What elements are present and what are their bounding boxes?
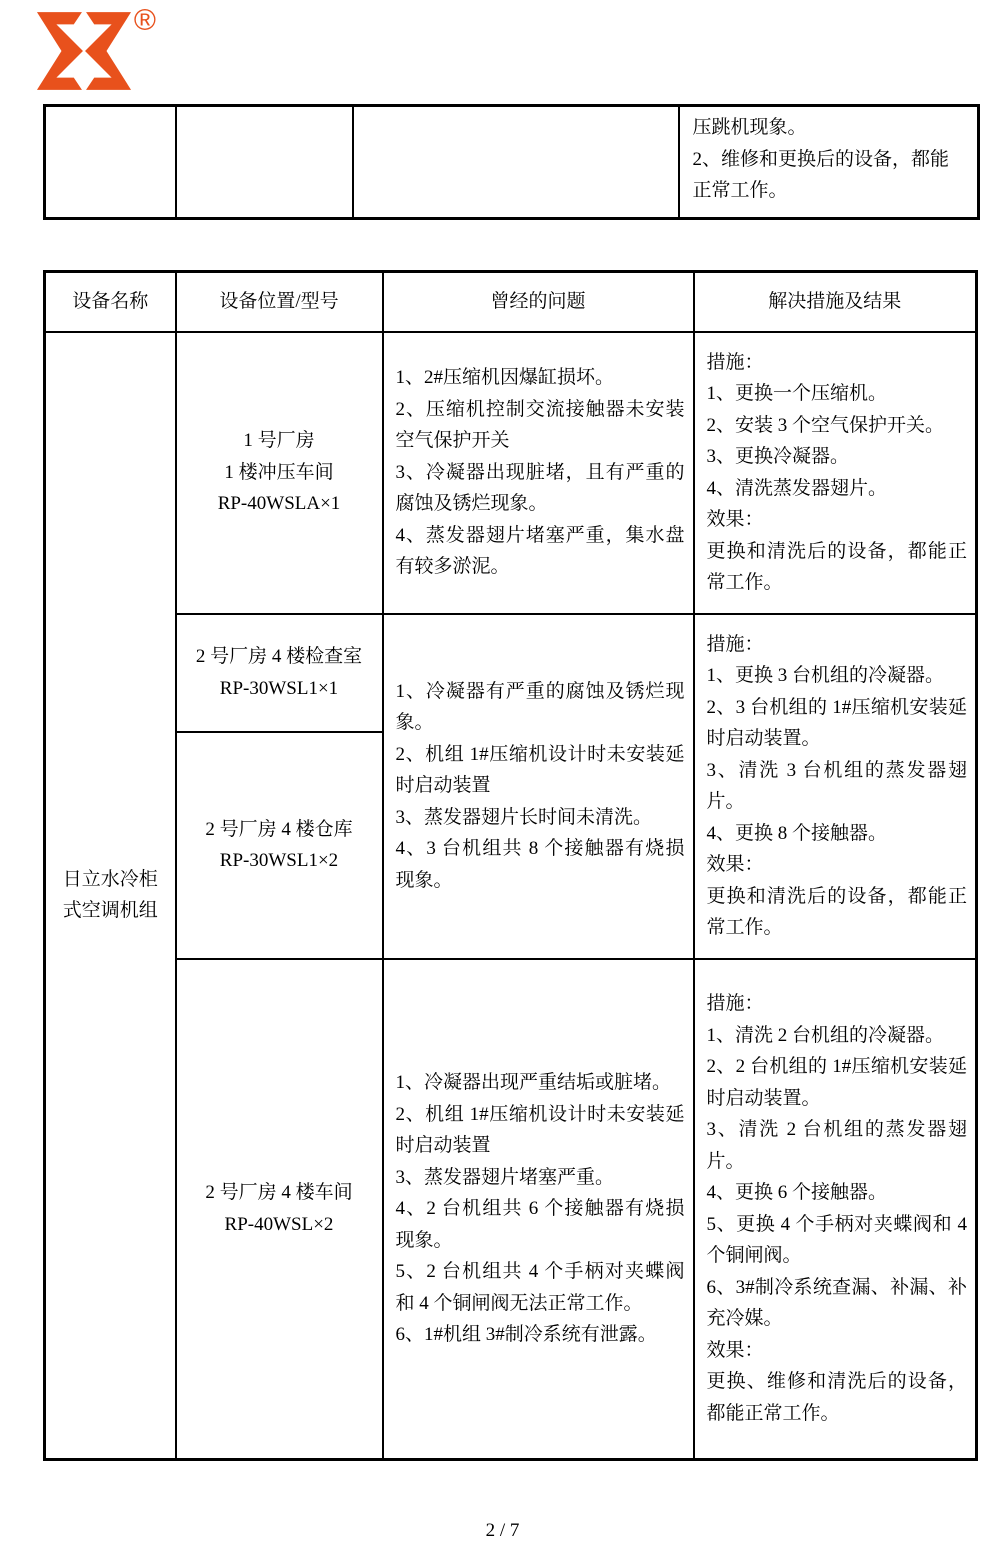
problem-item: 6、1#机组 3#制冷系统有泄露。 — [395, 1324, 657, 1345]
company-logo — [28, 6, 158, 98]
location-line: RP-40WSLA×1 — [217, 493, 341, 515]
problem-item: 1、冷凝器有严重的腐蚀及锈烂现象。 — [395, 680, 685, 734]
measure-item: 4、更换 8 个接触器。 — [706, 822, 888, 844]
measure-item: 6、3#制冷系统查漏、补漏、补充冷媒。 — [706, 1276, 967, 1330]
measures-label: 措施： — [706, 351, 764, 373]
problem-item: 2、机组 1#压缩机设计时未安装延时启动装置 — [395, 1103, 685, 1156]
table-row — [45, 959, 977, 1460]
table-row — [45, 614, 977, 732]
carryover-table — [43, 104, 980, 220]
measure-item: 5、更换 4 个手柄对夹蝶阀和 4 个铜闸阀。 — [706, 1213, 967, 1267]
location-cell — [176, 332, 383, 614]
solutions-cell — [694, 332, 977, 614]
device-name-line: 式空调机组 — [62, 900, 158, 922]
problems-cell — [383, 332, 694, 614]
location-line: 1 楼冲压车间 — [224, 461, 334, 483]
effect-label: 效果： — [706, 509, 764, 530]
header-location-model: 设备位置/型号 — [176, 272, 383, 332]
location-cell — [176, 614, 383, 732]
registered-trademark-icon: ® — [133, 4, 156, 37]
measure-item: 1、清洗 2 台机组的冷凝器。 — [706, 1024, 945, 1046]
table-header-row — [45, 272, 977, 332]
measure-item: 2、安装 3 个空气保护开关。 — [706, 414, 945, 436]
problem-item: 3、冷凝器出现脏堵，且有严重的腐蚀及锈烂现象。 — [395, 461, 685, 515]
measures-label: 措施： — [706, 633, 764, 655]
location-line: 2 号厂房 4 楼仓库 — [205, 818, 353, 840]
effect-label: 效果： — [706, 854, 764, 875]
measure-item: 4、清洗蒸发器翅片。 — [706, 477, 888, 499]
measure-item: 2、3 台机组的 1#压缩机安装延时启动装置。 — [706, 696, 967, 749]
location-line: RP-30WSL1×2 — [219, 850, 339, 871]
problem-item: 3、蒸发器翅片堵塞严重。 — [395, 1166, 615, 1188]
measure-item: 2、2 台机组的 1#压缩机安装延时启动装置。 — [706, 1056, 967, 1109]
problem-item: 4、3 台机组共 8 个接触器有烧损现象。 — [395, 838, 685, 891]
solutions-cell — [694, 614, 977, 959]
solutions-cell — [694, 959, 977, 1460]
problem-item: 2、机组 1#压缩机设计时未安装延时启动装置 — [395, 743, 685, 797]
carryover-line: 压跳机现象。 — [692, 117, 807, 138]
carryover-empty-cell — [45, 106, 176, 219]
effect-text: 更换和清洗后的设备，都能正常工作。 — [706, 540, 967, 593]
measure-item: 3、更换冷凝器。 — [706, 446, 850, 467]
logo-x-mark — [28, 6, 140, 96]
device-name-line: 日立水冷柜 — [62, 868, 158, 890]
device-name-cell — [45, 332, 176, 1460]
problem-item: 3、蒸发器翅片长时间未清洗。 — [395, 806, 653, 828]
measure-item: 3、清洗 2 台机组的蒸发器翅片。 — [706, 1119, 967, 1172]
problem-item: 1、冷凝器出现严重结垢或脏堵。 — [395, 1072, 672, 1093]
effect-text: 更换、维修和清洗后的设备，都能正常工作。 — [706, 1371, 967, 1424]
header-solutions-results: 解决措施及结果 — [694, 272, 977, 332]
problem-item: 4、蒸发器翅片堵塞严重，集水盘有较多淤泥。 — [395, 524, 685, 578]
carryover-result-cell — [679, 106, 979, 219]
problems-cell — [383, 614, 694, 959]
measures-label: 措施： — [706, 993, 764, 1015]
measure-item: 1、更换 3 台机组的冷凝器。 — [706, 665, 945, 686]
problem-item: 2、压缩机控制交流接触器未安装空气保护开关 — [395, 398, 685, 452]
effect-label: 效果： — [706, 1339, 764, 1361]
carryover-line: 正常工作。 — [692, 180, 788, 201]
carryover-row — [45, 106, 979, 219]
page-number: 2 / 7 — [485, 1520, 520, 1541]
carryover-empty-cell — [176, 106, 353, 219]
problem-item: 5、2 台机组共 4 个手柄对夹蝶阀和 4 个铜闸阀无法正常工作。 — [395, 1261, 685, 1314]
table-row — [45, 332, 977, 614]
location-line: 1 号厂房 — [243, 430, 315, 452]
location-line: RP-40WSL×2 — [224, 1213, 334, 1235]
problem-item: 4、2 台机组共 6 个接触器有烧损现象。 — [395, 1198, 685, 1251]
location-cell — [176, 732, 383, 959]
problem-item: 1、2#压缩机因爆缸损坏。 — [395, 367, 615, 389]
measure-item: 3、清洗 3 台机组的蒸发器翅片。 — [706, 759, 967, 812]
measure-item: 4、更换 6 个接触器。 — [706, 1182, 888, 1204]
carryover-line: 2、维修和更换后的设备，都能 — [692, 148, 950, 170]
carryover-empty-cell — [353, 106, 679, 219]
location-line: 2 号厂房 4 楼检查室 — [195, 646, 363, 667]
location-line: 2 号厂房 4 楼车间 — [205, 1182, 353, 1204]
equipment-table — [43, 270, 978, 1461]
measure-item: 1、更换一个压缩机。 — [706, 383, 888, 404]
effect-text: 更换和清洗后的设备，都能正常工作。 — [706, 885, 967, 938]
header-past-problems: 曾经的问题 — [383, 272, 694, 332]
header-device-name: 设备名称 — [45, 272, 176, 332]
location-cell — [176, 959, 383, 1460]
problems-cell — [383, 959, 694, 1460]
location-line: RP-30WSL1×1 — [219, 677, 339, 699]
